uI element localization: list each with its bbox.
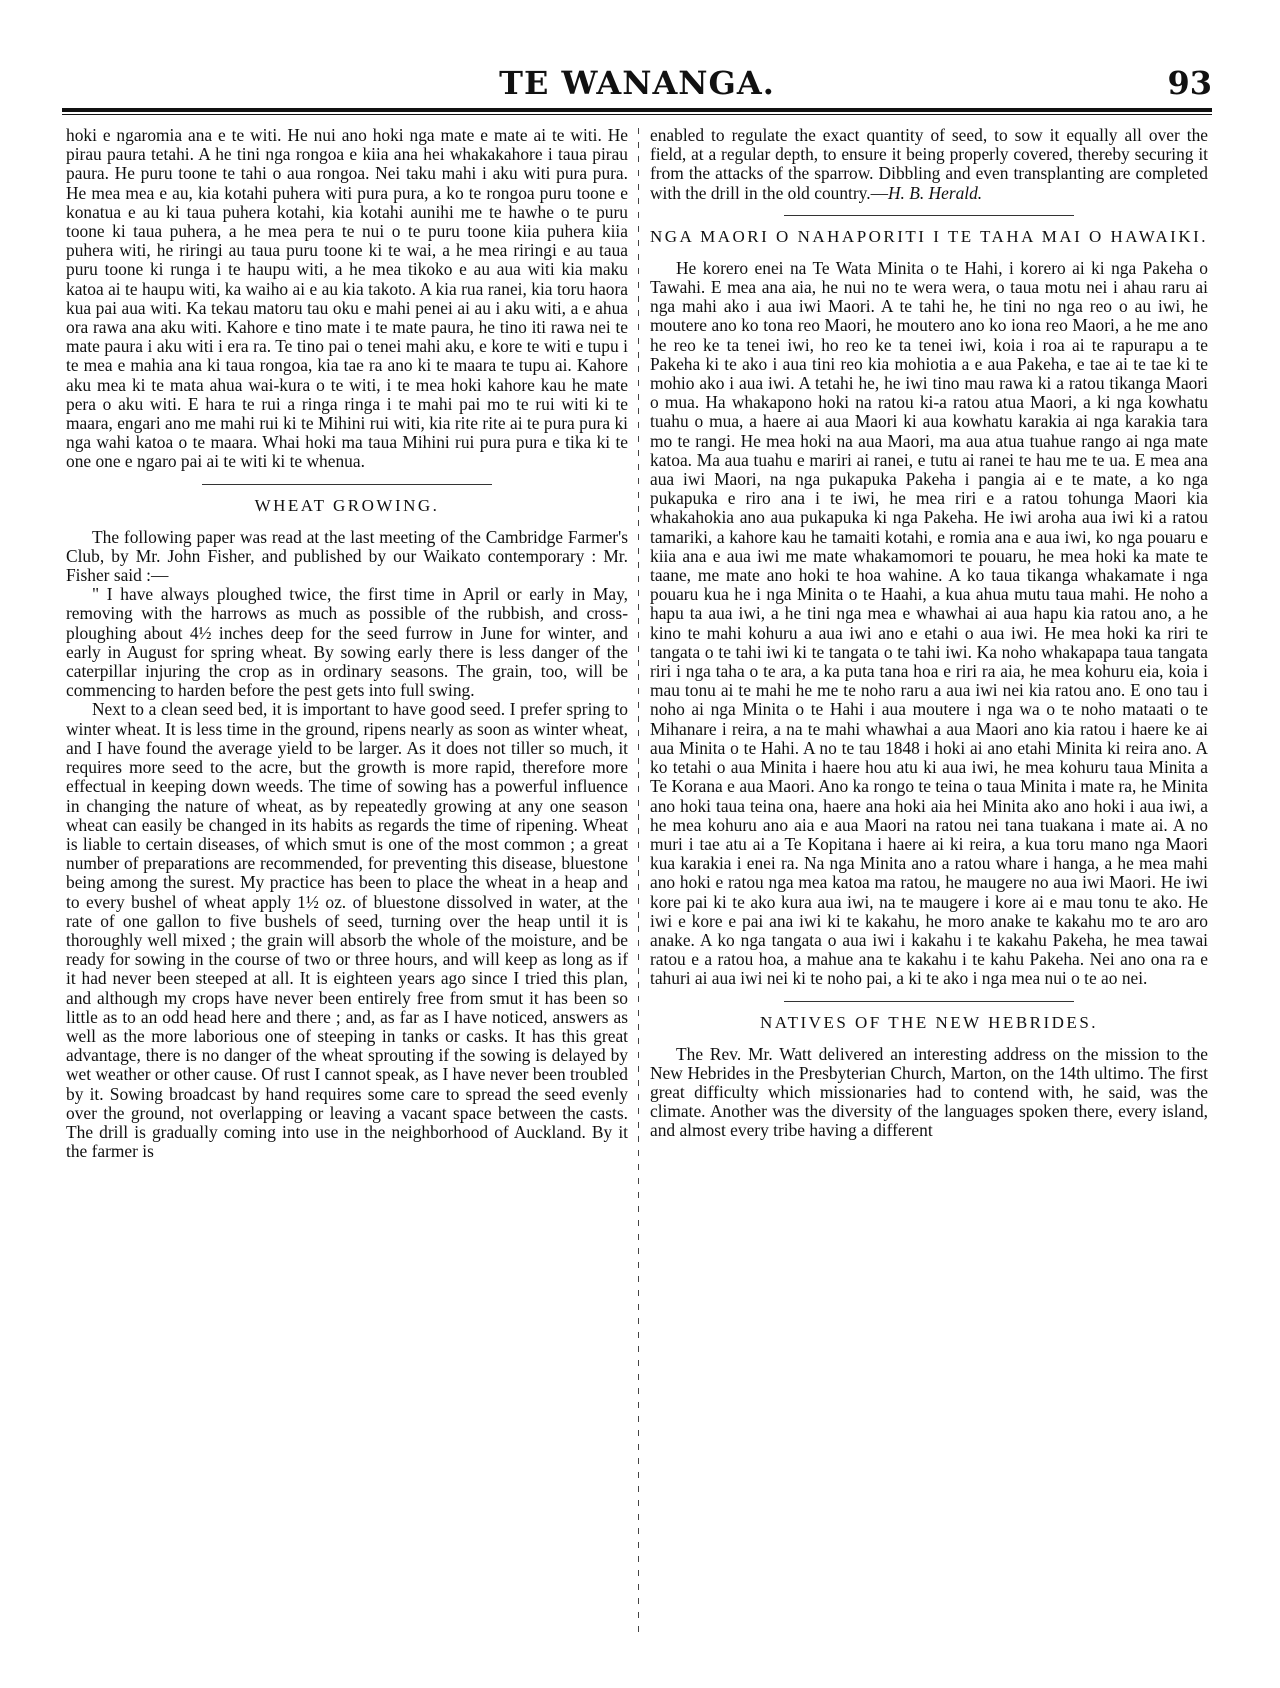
section-title-new-hebrides: NATIVES OF THE NEW HEBRIDES.: [759, 1012, 1099, 1032]
section-title-nga-maori: NGA MAORI O NAHAPORITI I TE TAHA MAI O HAWAIKI.: [650, 226, 1209, 246]
section-rule: [784, 215, 1074, 216]
page-header: [62, 64, 1212, 100]
wheat-credit: H. B. Herald.: [887, 182, 983, 203]
wheat-para-2: Next to a clean seed bed, it is important to have good seed. I prefer spring to winter wheat. It is less time in the ground, ripens nearly as soon as winter wheat, and I have found the average yield to be larger. As it does not tiller so much, it requires more seed to the acre, but the growth is more rapid, therefore more effectual in keeping down weeds. The time of sowing has a powerful influence in changing the nature of wheat, as by repeatedly growing at any one season wheat can easily be changed in its habits as regards the time of ripening. Wheat is liable to certain diseases, of which smut is one of the most common ; a great number of preparations are recommended, for preventing this disease, bluestone being among the surest. My practice has been to place the wheat in a heap and to every bushel of wheat apply 1½ oz. of bluestone dissolved in water, at the rate of one gallon to five bushels of seed, turning over the heap until it is thoroughly well mixed ; the grain will absorb the whole of the moisture, and be ready for sowing in the course of two or three hours, and will keep as long as if it had never been steeped at all. It is eighteen years ago since I tried this plan, and although my crops have never been entirely free from smut it has been so little as to an odd head here and there ; and, as far as I have noticed, answers as well as the more laborious one of steeping in tanks or casks. It has this great advantage, there is no danger of the wheat sprouting if the sowing is delayed by wet weather or other cause. Of rust I cannot speak, as I have never been troubled by it. Sowing broadcast by hand requires some care to spread the seed evenly over the ground, not overlapping or leaving a vacant space between the casts. The drill is gradually coming into use in the neighborhood of Auckland. By it the farmer is: [66, 699, 628, 1162]
page-number: 93: [1167, 64, 1212, 102]
maori-wheat-article: hoki e ngaromia ana e te witi. He nui ano hoki nga mate e mate ai te witi. He pirau paura tetahi. A he tini nga rongoa e kiia ana hei whakakahore i taua pirau paura. He puru toone te tahi o aua rongoa. Nei taku mahi i aku witi pura pura. He mea mea e au, kia kotahi puhera witi pura pura, a ko te rongoa puru toone e konatua e au ki taua puhera kotahi, kia kotahi aunihi me te hawhe o te puru toone ki taua puhera, a he mea pera te nui o te puru toone kiia puhera kiia puhera witi, he riringi au taua puru toone ki te wai, a he mea riringi e au taua puru toone ki runga i te haupu witi, a he mea tikoko e au aua witi kia maku katoa ai te haupu witi, ka waiho ai e au kia takoto. A kia rua ranei, kia toru haora kua pai aua witi. Ka tekau matoru tau oku e mahi penei ai au i aku witi, a e ahua ora rawa ana aku witi. Kahore e tino mate i te mate paura, he tino iti rawa nei te mate paura i aku witi i era ra. Te tino pai o tenei mahi aku, e kore te witi e tupu i te mea e mahia ana ki taua rongoa, kia tae ra ano ki te maara te tupu ai. Kahore aku mea ki te mata ahua wai-kura o te witi, i te mea hoki kahore kau he mate pera o aku witi. E hara te rui a ringa ringa i te mahi pai mo te rui witi ki te maara, engari ano me mahi rui ki te Mihini rui witi, kia rite rite ai te pura pura ki nga wahi katoa o te maara. Whai hoki ma taua Mihini rui pura pura e tika ki te one one e ngaro pai ai te witi ki te whenua.: [66, 125, 628, 472]
right-column: [650, 126, 1208, 1141]
wheat-continuation-text: enabled to regulate the exact quantity of seed, to sow it equally all over the field, at a regular depth, to ensure it being properly covered, thereby securing it from the attacks of the sparrow. Dibbling and even transplanting are completed with the drill in the old country.—: [650, 125, 1208, 203]
wheat-para-1: " I have always ploughed twice, the first time in April or early in May, removing with the harrows as much as possible of the rubbish, and cross-ploughing about 4½ inches deep for the seed furrow in June for winter, and early in August for spring wheat. By sowing early there is less danger of the caterpillar injuring the crop as in ordinary seasons. The grain, too, will be commencing to harden before the pest gets into full swing.: [66, 584, 628, 701]
wheat-continuation: [650, 126, 1208, 203]
header-rule-thin: [62, 114, 1212, 115]
new-hebrides-body: The Rev. Mr. Watt delivered an interesting address on the mission to the New Hebrides in the Presbyterian Church, Marton, on the 14th ultimo. The first great difficulty which missionaries had to contend with, he said, was the climate. Another was the diversity of the languages spoken there, every island, and almost every tribe having a different: [650, 1043, 1208, 1141]
newspaper-title: TE WANANGA.: [499, 64, 775, 102]
section-rule: [202, 484, 492, 485]
section-rule: [784, 1001, 1074, 1002]
left-column: [66, 126, 628, 1161]
nga-maori-body: He korero enei na Te Wata Minita o te Hahi, i korero ai ki nga Pakeha o Tawahi. E mea ana aia, he nui no te wera wera, o taua motu nei i ahau raru ai nga mahi ako i aua iwi Maori. A te tahi he, he tini no nga reo o au iwi, he moutere ano ko tona reo Maori, he moutero ano ko iona reo Maori, a he me ano he reo ke ta tenei iwi, ho reo ke ta tenei iwi, koia i roa ai te rapurapu a te Pakeha ki te ako i aua tini reo kia mohiotia a e aua Pakeha, e tae ai te tae ki te mohio ako i aua iwi. A tetahi he, he iwi tino mau rawa ki a ratou tikanga Maori o mua. Ha whakapono hoki na ratou ki-a ratou atua Maori, a ki nga kowhatu tuahu o mua, a haere ai aua Maori ki aua kowhatu karakia ai nga karakia tara mo te rangi. He mea hoki na aua Maori, ma aua atua tuahue rango ai nga mate katoa. Ma aua tuahu e mariri ai ranei, e tutu ai ranei te hau me te ua. E mea ana aua iwi Maori, na nga pukapuka Pakeha i pangia ai e te mate, a ko nga pukapuka e riro ana i te iwi, he mea riri e a ratou tohunga Maori kia whakahokia ano aua pukapuka ki nga Pakeha. He iwi aroha aua iwi ki a ratou tamariki, a kahore kau he tamaiti kotahi, e romia ana e aua iwi, ko nga pouaru e kiia ana e aua iwi me mate whakamomori te pouaru, he mea hoki ka mate te taane, me mate ano hoki te hoa wahine. A ko taua tikanga whakamate i nga pouaru kua he i nga Minita o te Haahi, a kua ahua mutu taua mahi. He noho a hapu ta aua iwi, a he tini nga mea e whawhai ai aua hapu kia ratou ano, a he kino te mahi kohuru a aua iwi ano e etahi o aua iwi. He mea hoki ka riri te tangata o te tahi iwi ki te tangata o te tahi iwi. Ka noho whakapapa taua tangata riri i nga taha o te ara, a ka puta tana hoa e riri ra aia, he mea kohuru eia, koia i mau tonu ai te mahi he me te noho raru a aua iwi nei kia ratou ano. E ono tau i noho ai nga Minita o te Hahi i aua moutere i nga wa o te noho mataati o te Mihanare i reira, a na te mahi whawhai a aua Maori ano kia ratou i haere ke ai aua Minita o te Hahi. A no te tau 1848 i hoki ai ano etahi Minita ki reira ano. A ko tetahi o aua Minita i haere hou atu ki aua iwi, he mea kohuru taua Minita a Te Korana e aua Maori. Ano ka rongo te teina o taua Minita i mate ra, he Minita ano hoki taua teina ona, haere ana hoki aia hei Minita ako ano hoki i aua iwi, a he mea kohuru ano aia e aua Maori na ratou nei tana tuakana i mate ai. A no muri i tae atu ai a Te Kopitana i haere ai ki reira, a kua toru mano nga Maori kua karakia i enei ra. Na nga Minita ano a ratou whare i hanga, a he mea mahi ano hoki e ratou nga mea katoa ma ratou, he maugere no aua iwi Maori. He iwi kore pai ki te ako kura aua iwi, na te maugere i kore ai e mau tonu te ako. He iwi e kore e pai ana iwi ki te kakahu, he moro anake te kakahu mo te aro aro anake. A ko nga tangata o aua iwi i kakahu i te kakahu Pakeha, he mea tawai ratou e a ratou hoa, a mahue ana te kakahu i te kahu Pakeha. Nei ano ona ra e tahuri ai aua iwi nei ki te noho pai, a ki te ako i nga mea nui o te ao nei.: [650, 257, 1208, 989]
column-divider: [638, 128, 639, 1638]
section-title-wheat-growing: WHEAT GROWING.: [254, 495, 440, 515]
wheat-intro: The following paper was read at the last meeting of the Cambridge Farmer's Club, by Mr. John Fisher, and published by our Waikato contemporary : Mr. Fisher said :—: [66, 526, 628, 586]
header-rule-thick: [62, 108, 1212, 112]
